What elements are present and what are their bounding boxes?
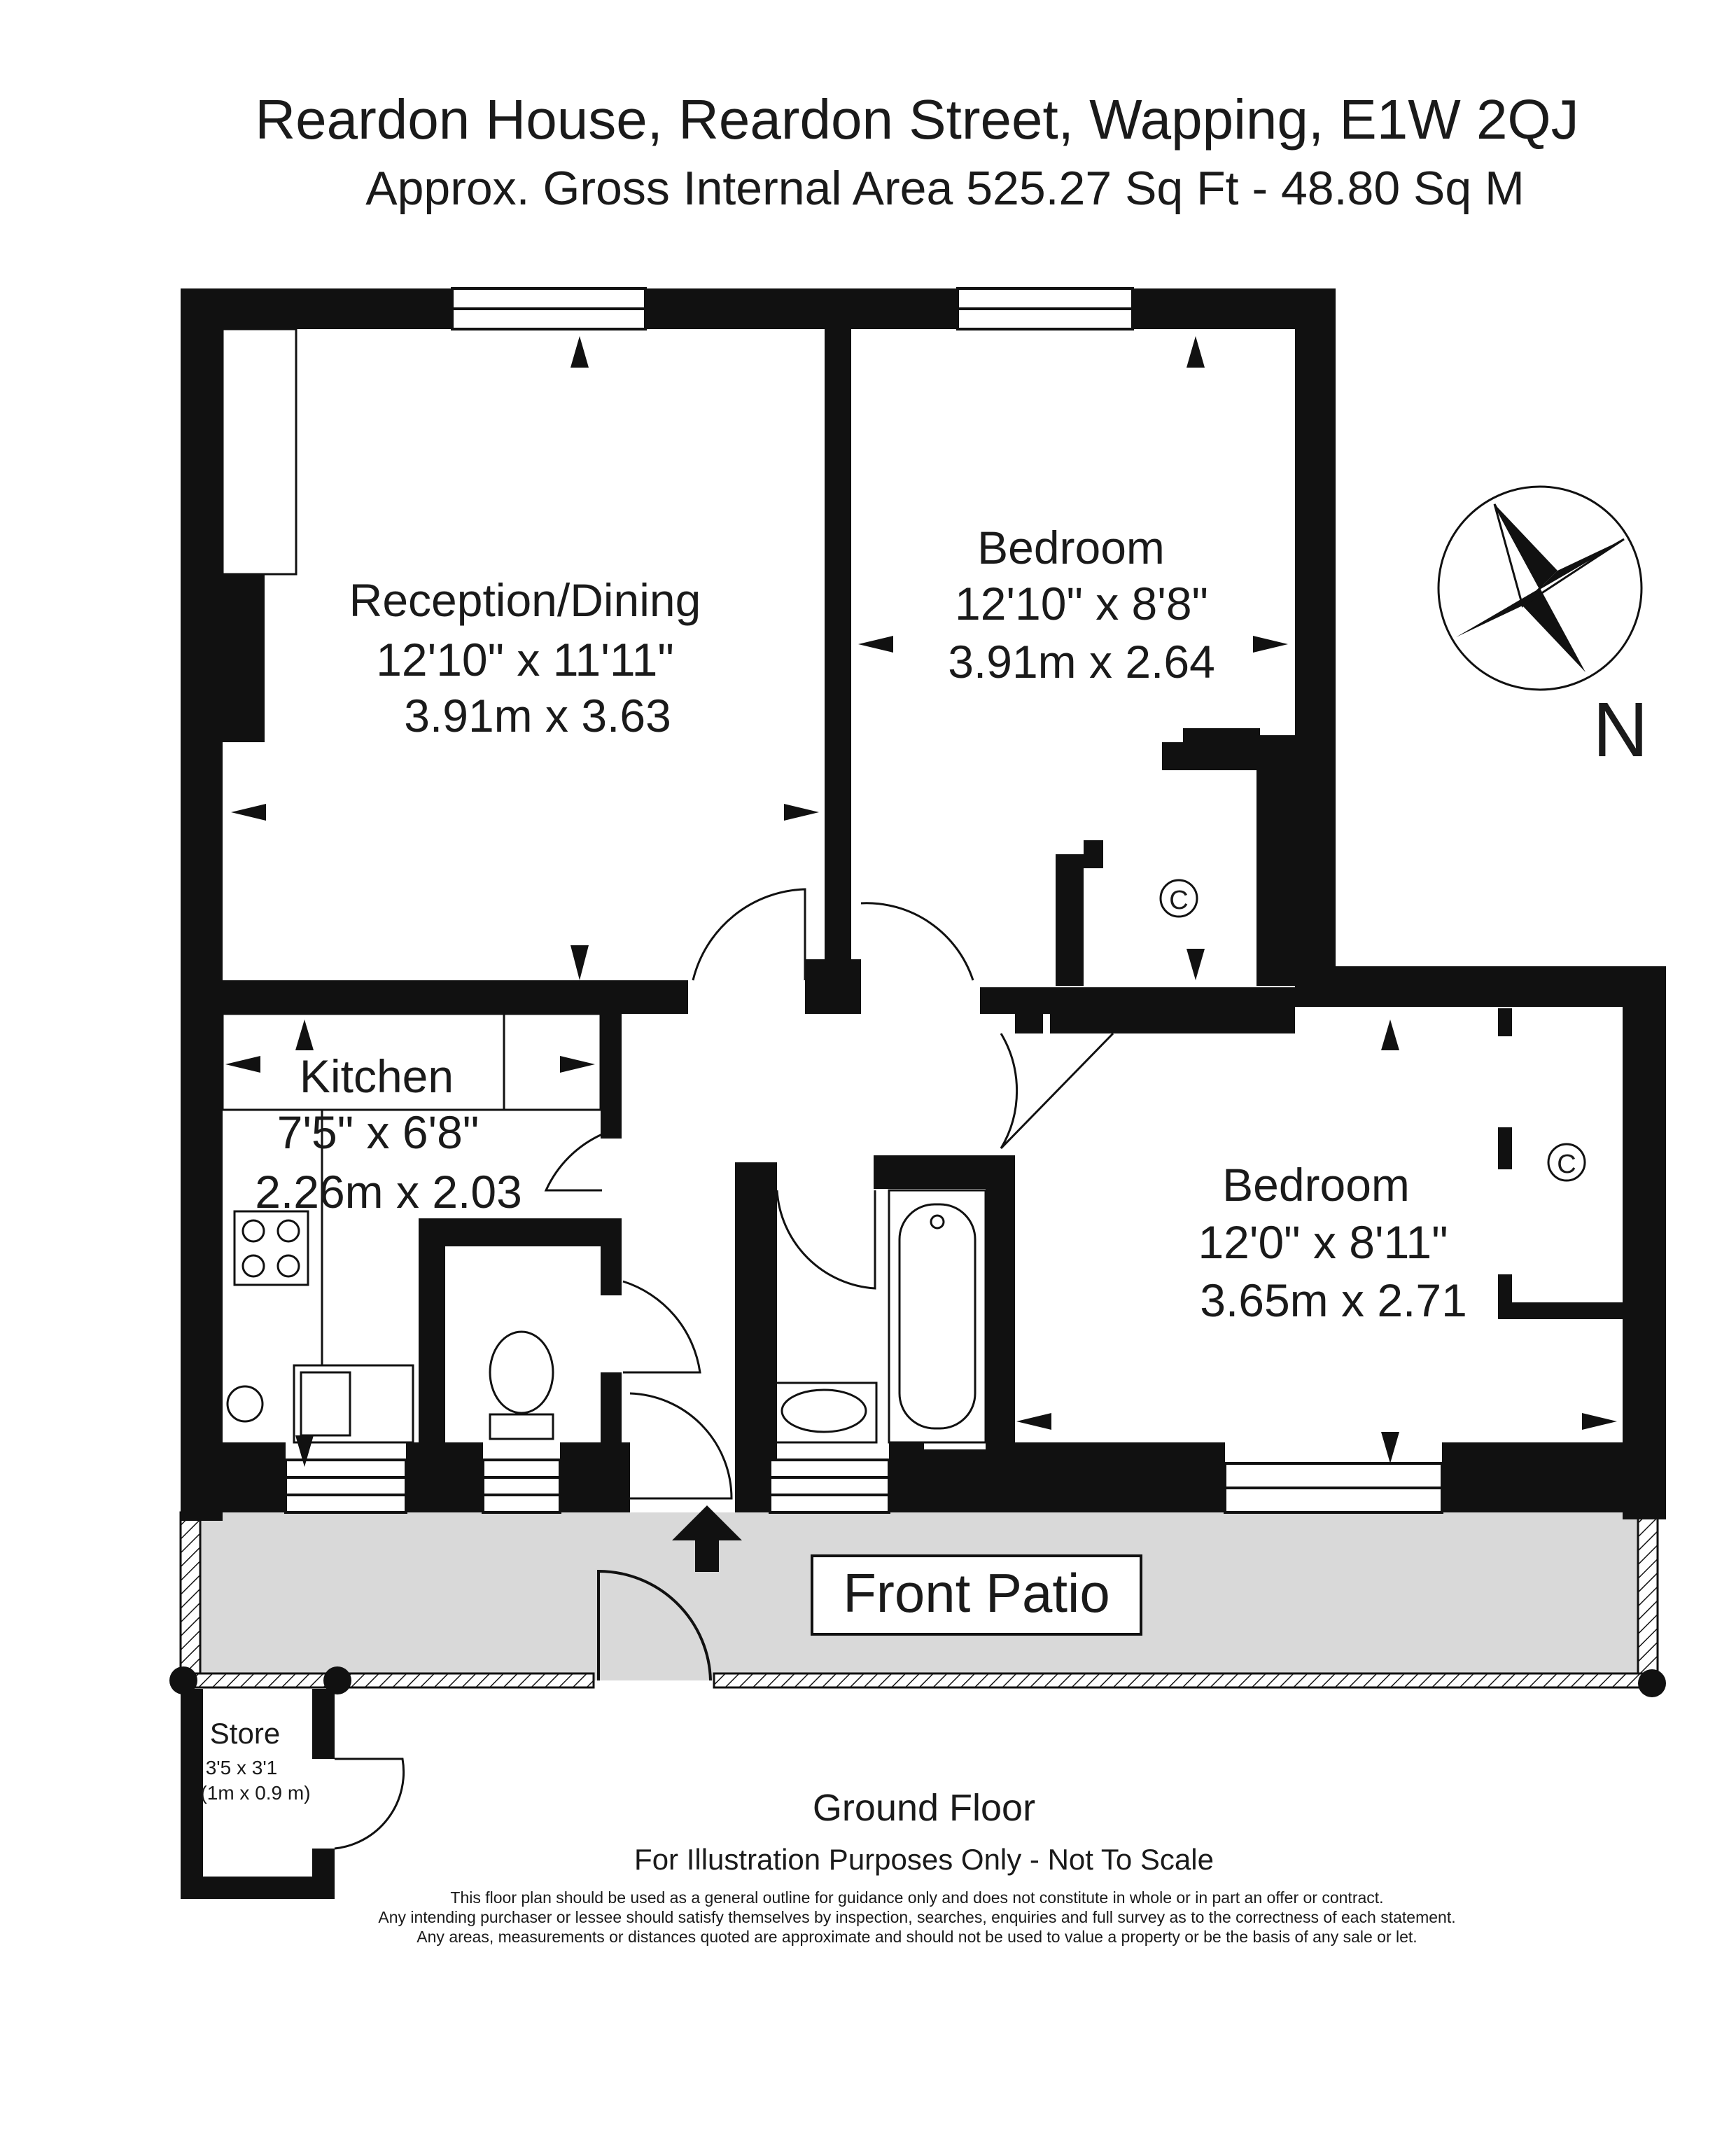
store-room (181, 1689, 404, 1899)
bedroom2-imperial: 12'0" x 8'11" (1198, 1216, 1448, 1268)
bedroom2-metric: 3.65m x 2.71 (1200, 1274, 1467, 1326)
door-swing (861, 903, 973, 980)
window (286, 1460, 406, 1512)
walls (181, 288, 1666, 1521)
room-labels (255, 522, 1585, 1326)
toilet-icon (490, 1332, 553, 1413)
address-title: Reardon House, Reardon Street, Wapping, E1W 2QJ (255, 88, 1579, 151)
window (483, 1460, 560, 1512)
compass-rose-icon (1438, 487, 1648, 773)
bedroom1-name: Bedroom (977, 522, 1165, 573)
floor-label: Ground Floor (812, 1787, 1036, 1829)
door-swing (693, 889, 805, 980)
doors-and-fixtures (223, 329, 1113, 1498)
door-swing (546, 1134, 602, 1190)
door-swing (1001, 1033, 1113, 1148)
post-marker (1638, 1669, 1666, 1697)
kitchen-name: Kitchen (299, 1050, 454, 1102)
store-imperial: 3'5 x 3'1 (205, 1757, 278, 1778)
disclaimer-line: Any areas, measurements or distances quoted are approximate and should not be used to value a property or be the basis of any sale or let. (416, 1928, 1418, 1946)
bedroom1-metric: 3.91m x 2.64 (948, 636, 1215, 688)
door-swing (630, 1393, 732, 1498)
cupboard-mark: C (1557, 1150, 1576, 1179)
patio-left-rail (181, 1512, 200, 1680)
patio-bottom-rail-left (181, 1673, 594, 1687)
patio-label: Front Patio (843, 1562, 1110, 1624)
north-label: N (1592, 687, 1648, 773)
kitchen-metric: 2.26m x 2.03 (255, 1166, 522, 1218)
front-patio (169, 1505, 1666, 1697)
reception-imperial: 12'10" x 11'11" (376, 634, 674, 685)
disclaimer-line: Any intending purchaser or lessee should satisfy themselves by inspection, searches, enquiries and full survey as to the correctness of each statement. (378, 1908, 1456, 1926)
cupboard-mark: C (1169, 886, 1189, 915)
door-swing (623, 1281, 700, 1372)
bedroom1-imperial: 12'10" x 8'8" (955, 578, 1208, 629)
patio-bottom-rail-right (714, 1673, 1656, 1687)
washing-machine-icon (227, 1386, 262, 1421)
sink-icon (294, 1365, 413, 1442)
kitchen-unit (223, 329, 296, 574)
disclaimer-line: This floor plan should be used as a general outline for guidance only and does not constitute in whole or in part an offer or contract. (450, 1888, 1384, 1907)
door-swing (335, 1759, 404, 1849)
area-subtitle: Approx. Gross Internal Area 525.27 Sq Ft - 48.80 Sq M (365, 162, 1525, 215)
door-swing (777, 1190, 875, 1288)
footer (378, 1787, 1455, 1946)
illustration-note: For Illustration Purposes Only - Not To Scale (634, 1843, 1214, 1876)
window (770, 1460, 889, 1512)
store-name: Store (209, 1717, 281, 1750)
kitchen-imperial: 7'5" x 6'8" (276, 1106, 479, 1158)
basin-icon (771, 1383, 876, 1442)
reception-name: Reception/Dining (349, 574, 701, 626)
bedroom2-name: Bedroom (1222, 1159, 1410, 1211)
store-metric: (1m x 0.9 m) (200, 1782, 311, 1804)
reception-metric: 3.91m x 3.63 (404, 690, 671, 742)
patio-right-rail (1638, 1512, 1658, 1680)
